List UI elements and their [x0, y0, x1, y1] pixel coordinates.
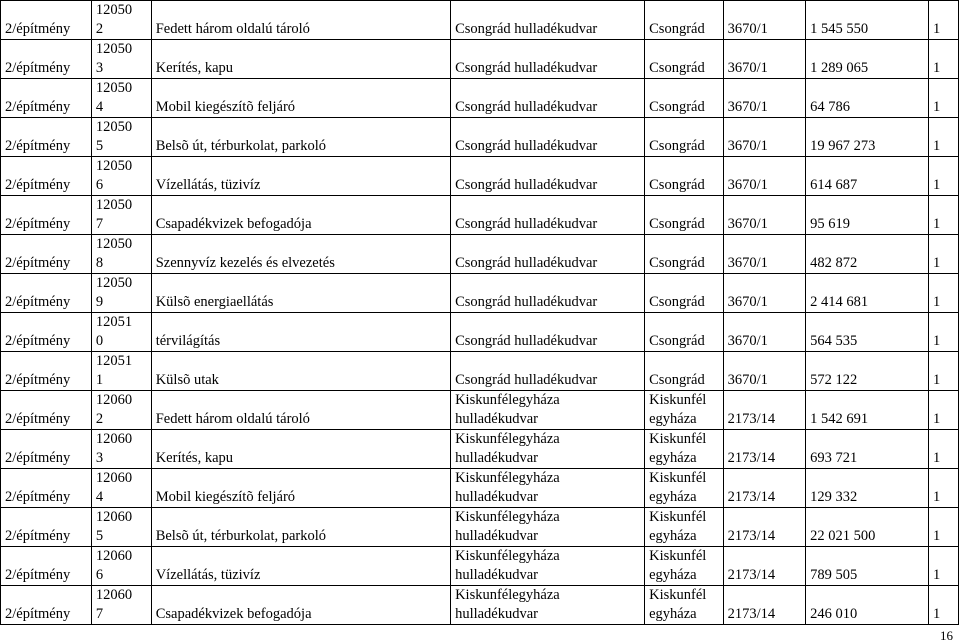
lot-number-cell: 3670/1 [723, 274, 806, 313]
asset-name-cell: Vízellátás, tüzivíz [151, 157, 450, 196]
value-cell: 19 967 273 [806, 118, 929, 157]
table-row [1, 391, 959, 430]
table-row [1, 79, 959, 118]
code-cell [91, 313, 151, 352]
category-cell: 2/építmény [1, 40, 92, 79]
lot-number-cell: 3670/1 [723, 79, 806, 118]
asset-name-cell: Fedett három oldalú tároló [151, 1, 450, 40]
table-row [1, 235, 959, 274]
code-prefix: 12060 [95, 548, 133, 564]
table-row [1, 586, 959, 625]
site-cell: Kiskunfélegyháza hulladékudvar [451, 547, 645, 586]
asset-name-cell: térvilágítás [151, 313, 450, 352]
code-prefix: 12051 [95, 353, 133, 369]
code-suffix: 1 [95, 372, 104, 388]
site-cell: Csongrád hulladékudvar [451, 235, 645, 274]
category-cell: 2/építmény [1, 430, 92, 469]
code-suffix: 4 [95, 489, 104, 505]
code-prefix: 12050 [95, 158, 133, 174]
quantity-cell: 1 [929, 1, 959, 40]
lot-number-cell: 2173/14 [723, 508, 806, 547]
code-prefix: 12050 [95, 197, 133, 213]
code-cell [91, 391, 151, 430]
asset-table-body [1, 1, 959, 625]
site-cell: Kiskunfélegyháza hulladékudvar [451, 586, 645, 625]
code-prefix: 12050 [95, 2, 133, 18]
value-cell: 64 786 [806, 79, 929, 118]
code-suffix: 2 [95, 411, 104, 427]
quantity-cell: 1 [929, 40, 959, 79]
code-prefix: 12050 [95, 80, 133, 96]
asset-name-cell: Csapadékvizek befogadója [151, 586, 450, 625]
site-cell: Csongrád hulladékudvar [451, 118, 645, 157]
town-cell: Csongrád [645, 40, 723, 79]
code-suffix: 4 [95, 99, 104, 115]
lot-number-cell: 2173/14 [723, 547, 806, 586]
lot-number-cell: 3670/1 [723, 157, 806, 196]
code-cell [91, 274, 151, 313]
code-prefix: 12051 [95, 314, 133, 330]
asset-name-cell: Külsõ energiaellátás [151, 274, 450, 313]
code-cell [91, 508, 151, 547]
asset-name-cell: Vízellátás, tüzivíz [151, 547, 450, 586]
town-cell: Kiskunfél egyháza [645, 586, 723, 625]
asset-name-cell: Kerítés, kapu [151, 430, 450, 469]
quantity-cell: 1 [929, 196, 959, 235]
value-cell: 572 122 [806, 352, 929, 391]
category-cell: 2/építmény [1, 508, 92, 547]
quantity-cell: 1 [929, 469, 959, 508]
table-row [1, 352, 959, 391]
quantity-cell: 1 [929, 79, 959, 118]
town-cell: Csongrád [645, 79, 723, 118]
code-prefix: 12060 [95, 509, 133, 525]
table-row [1, 274, 959, 313]
site-cell: Kiskunfélegyháza hulladékudvar [451, 391, 645, 430]
site-cell: Kiskunfélegyháza hulladékudvar [451, 508, 645, 547]
town-cell: Csongrád [645, 196, 723, 235]
value-cell: 614 687 [806, 157, 929, 196]
value-cell: 95 619 [806, 196, 929, 235]
table-row [1, 118, 959, 157]
lot-number-cell: 3670/1 [723, 1, 806, 40]
town-cell: Csongrád [645, 274, 723, 313]
category-cell: 2/építmény [1, 586, 92, 625]
quantity-cell: 1 [929, 157, 959, 196]
code-cell [91, 40, 151, 79]
code-prefix: 12060 [95, 431, 133, 447]
code-suffix: 7 [95, 216, 104, 232]
site-cell: Kiskunfélegyháza hulladékudvar [451, 430, 645, 469]
code-suffix: 3 [95, 450, 104, 466]
site-cell: Csongrád hulladékudvar [451, 40, 645, 79]
category-cell: 2/építmény [1, 274, 92, 313]
value-cell: 564 535 [806, 313, 929, 352]
category-cell: 2/építmény [1, 313, 92, 352]
quantity-cell: 1 [929, 430, 959, 469]
code-cell [91, 235, 151, 274]
code-suffix: 6 [95, 567, 104, 583]
table-row [1, 547, 959, 586]
town-cell: Csongrád [645, 352, 723, 391]
lot-number-cell: 3670/1 [723, 118, 806, 157]
category-cell: 2/építmény [1, 469, 92, 508]
category-cell: 2/építmény [1, 118, 92, 157]
quantity-cell: 1 [929, 118, 959, 157]
code-prefix: 12050 [95, 41, 133, 57]
lot-number-cell: 2173/14 [723, 586, 806, 625]
table-row [1, 430, 959, 469]
category-cell: 2/építmény [1, 79, 92, 118]
table-row [1, 313, 959, 352]
site-cell: Csongrád hulladékudvar [451, 1, 645, 40]
quantity-cell: 1 [929, 391, 959, 430]
code-suffix: 0 [95, 333, 104, 349]
asset-name-cell: Csapadékvizek befogadója [151, 196, 450, 235]
site-cell: Csongrád hulladékudvar [451, 313, 645, 352]
quantity-cell: 1 [929, 274, 959, 313]
code-cell [91, 469, 151, 508]
lot-number-cell: 3670/1 [723, 40, 806, 79]
category-cell: 2/építmény [1, 1, 92, 40]
value-cell: 1 542 691 [806, 391, 929, 430]
code-suffix: 7 [95, 606, 104, 622]
asset-name-cell: Belsõ út, térburkolat, parkoló [151, 118, 450, 157]
code-cell [91, 586, 151, 625]
value-cell: 22 021 500 [806, 508, 929, 547]
code-cell [91, 1, 151, 40]
town-cell: Kiskunfél egyháza [645, 469, 723, 508]
lot-number-cell: 3670/1 [723, 313, 806, 352]
code-suffix: 8 [95, 255, 104, 271]
code-suffix: 2 [95, 21, 104, 37]
table-row [1, 1, 959, 40]
code-cell [91, 157, 151, 196]
asset-name-cell: Külsõ utak [151, 352, 450, 391]
table-row [1, 508, 959, 547]
category-cell: 2/építmény [1, 157, 92, 196]
code-prefix: 12050 [95, 119, 133, 135]
site-cell: Csongrád hulladékudvar [451, 157, 645, 196]
lot-number-cell: 3670/1 [723, 235, 806, 274]
table-row [1, 40, 959, 79]
code-suffix: 5 [95, 528, 104, 544]
asset-name-cell: Fedett három oldalú tároló [151, 391, 450, 430]
value-cell: 129 332 [806, 469, 929, 508]
town-cell: Csongrád [645, 313, 723, 352]
category-cell: 2/építmény [1, 196, 92, 235]
code-prefix: 12050 [95, 236, 133, 252]
quantity-cell: 1 [929, 352, 959, 391]
code-suffix: 9 [95, 294, 104, 310]
table-row [1, 469, 959, 508]
code-suffix: 3 [95, 60, 104, 76]
code-suffix: 6 [95, 177, 104, 193]
code-cell [91, 79, 151, 118]
code-cell [91, 196, 151, 235]
code-cell [91, 547, 151, 586]
page-number: 16 [940, 628, 953, 643]
value-cell: 693 721 [806, 430, 929, 469]
town-cell: Csongrád [645, 157, 723, 196]
site-cell: Kiskunfélegyháza hulladékudvar [451, 469, 645, 508]
code-cell [91, 430, 151, 469]
site-cell: Csongrád hulladékudvar [451, 274, 645, 313]
town-cell: Kiskunfél egyháza [645, 391, 723, 430]
lot-number-cell: 2173/14 [723, 430, 806, 469]
town-cell: Csongrád [645, 1, 723, 40]
asset-name-cell: Szennyvíz kezelés és elvezetés [151, 235, 450, 274]
asset-name-cell: Mobil kiegészítõ feljáró [151, 469, 450, 508]
asset-name-cell: Belsõ út, térburkolat, parkoló [151, 508, 450, 547]
town-cell: Csongrád [645, 118, 723, 157]
category-cell: 2/építmény [1, 352, 92, 391]
value-cell: 1 545 550 [806, 1, 929, 40]
lot-number-cell: 3670/1 [723, 352, 806, 391]
quantity-cell: 1 [929, 508, 959, 547]
category-cell: 2/építmény [1, 235, 92, 274]
quantity-cell: 1 [929, 235, 959, 274]
asset-name-cell: Kerítés, kapu [151, 40, 450, 79]
value-cell: 2 414 681 [806, 274, 929, 313]
lot-number-cell: 2173/14 [723, 391, 806, 430]
category-cell: 2/építmény [1, 391, 92, 430]
value-cell: 789 505 [806, 547, 929, 586]
quantity-cell: 1 [929, 547, 959, 586]
quantity-cell: 1 [929, 586, 959, 625]
town-cell: Kiskunfél egyháza [645, 547, 723, 586]
town-cell: Kiskunfél egyháza [645, 508, 723, 547]
table-row [1, 157, 959, 196]
asset-name-cell: Mobil kiegészítõ feljáró [151, 79, 450, 118]
lot-number-cell: 3670/1 [723, 196, 806, 235]
value-cell: 482 872 [806, 235, 929, 274]
quantity-cell: 1 [929, 313, 959, 352]
code-prefix: 12060 [95, 392, 133, 408]
code-suffix: 5 [95, 138, 104, 154]
value-cell: 1 289 065 [806, 40, 929, 79]
code-cell [91, 352, 151, 391]
table-row [1, 196, 959, 235]
town-cell: Csongrád [645, 235, 723, 274]
code-cell [91, 118, 151, 157]
lot-number-cell: 2173/14 [723, 469, 806, 508]
site-cell: Csongrád hulladékudvar [451, 352, 645, 391]
code-prefix: 12060 [95, 587, 133, 603]
value-cell: 246 010 [806, 586, 929, 625]
site-cell: Csongrád hulladékudvar [451, 79, 645, 118]
site-cell: Csongrád hulladékudvar [451, 196, 645, 235]
code-prefix: 12050 [95, 275, 133, 291]
town-cell: Kiskunfél egyháza [645, 430, 723, 469]
code-prefix: 12060 [95, 470, 133, 486]
category-cell: 2/építmény [1, 547, 92, 586]
